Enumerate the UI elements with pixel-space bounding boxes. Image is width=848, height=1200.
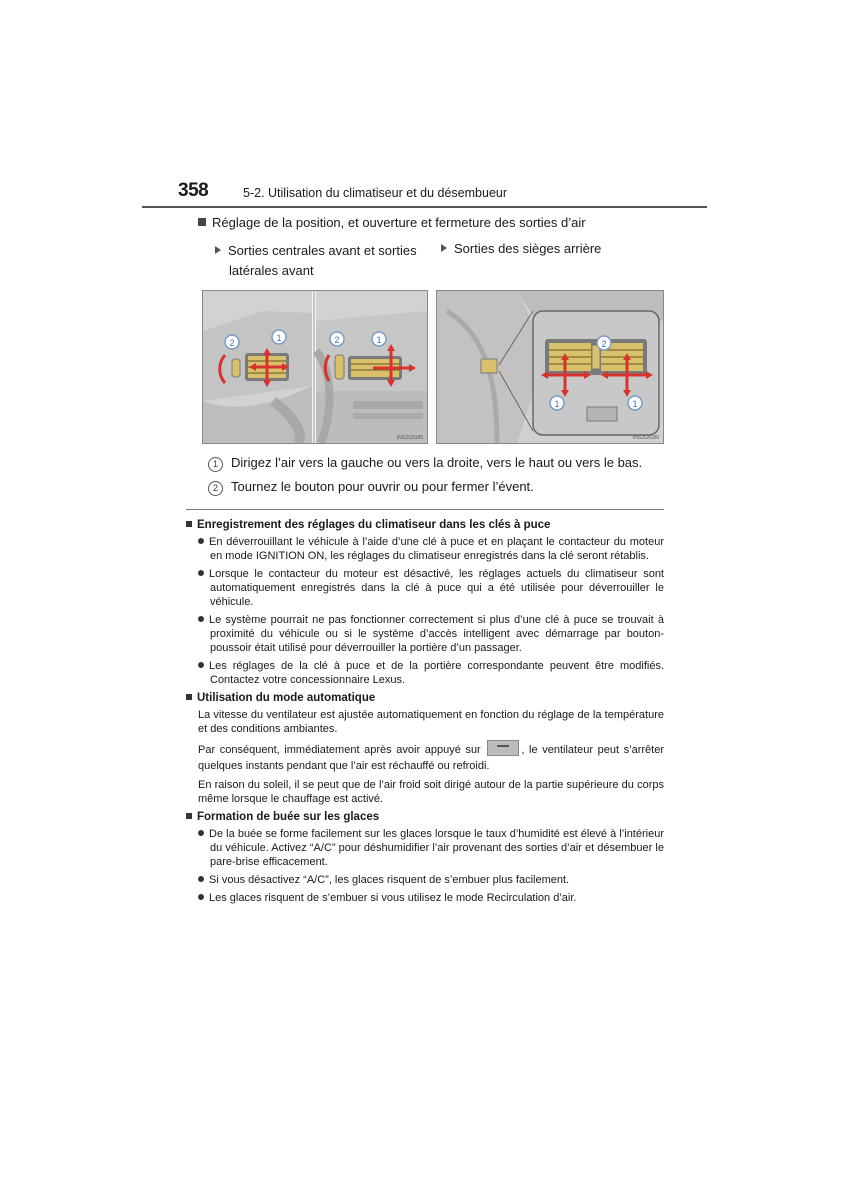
note-block-smart-key — [186, 518, 664, 687]
header-divider — [142, 206, 707, 208]
subheading-rear-vents: Sorties des sièges arrière — [441, 241, 601, 256]
legend-item-2: 2 Tournez le bouton pour ouvrir ou pour fermer l’évent. — [208, 479, 534, 496]
square-bullet-icon — [198, 218, 206, 226]
section-divider — [186, 509, 664, 510]
list-item: En déverrouillant le véhicule à l’aide d’une clé à puce et en plaçant le contacteur du moteur en mode IGNITION ON, les réglages du climatiseur enregistrés dans la clé seront rétablis. — [186, 535, 664, 563]
list-item: De la buée se forme facilement sur les glaces lorsque le taux d’humidité est élevé à l’intérieur du véhicule. Activez “A/C” pour déshumidifier l’air provenant des sorties d’air et désembuer le pare-brise efficacement. — [186, 827, 664, 869]
rear-vents-illustration — [436, 290, 664, 444]
square-bullet-icon — [186, 813, 192, 819]
dot-bullet-icon — [198, 538, 204, 544]
dot-bullet-icon — [198, 830, 204, 836]
list-item: Les réglages de la clé à puce et de la portière correspondante peuvent être modifiés. Contactez votre concessionnaire Lexus. — [186, 659, 664, 687]
svg-text:2: 2 — [601, 339, 607, 349]
auto-button-icon — [487, 740, 519, 756]
svg-text:1: 1 — [632, 399, 638, 409]
paragraph: En raison du soleil, il se peut que de l’air froid soit dirigé autour de la partie supérieure du corps même lorsque le chauffage est activé. — [198, 779, 664, 805]
callout-number: 2 — [208, 481, 223, 496]
list-item: Les glaces risquent de s’embuer si vous utilisez le mode Recirculation d’air. — [186, 891, 664, 905]
dot-bullet-icon — [198, 662, 204, 668]
dot-bullet-icon — [198, 876, 204, 882]
dot-bullet-icon — [198, 570, 204, 576]
paragraph: La vitesse du ventilateur est ajustée automatiquement en fonction du réglage de la température et des conditions ambiantes. — [198, 709, 664, 735]
subheading-front-vents: Sorties centrales avant et sorties latérales avant — [215, 241, 430, 281]
svg-text:2: 2 — [334, 335, 340, 345]
note-heading: Enregistrement des réglages du climatiseur dans les clés à puce — [197, 519, 551, 531]
square-bullet-icon — [186, 521, 192, 527]
triangle-bullet-icon — [441, 244, 447, 252]
list-item: Le système pourrait ne pas fonctionner correctement si plus d’une clé à puce se trouvait à proximité du véhicule ou si le système d’accès intelligent avec démarrage par bouton-poussoir était utilisé pour déverrouiller la portière d’un passager. — [186, 613, 664, 655]
note-heading: Formation de buée sur les glaces — [197, 811, 380, 823]
svg-text:2: 2 — [229, 338, 235, 348]
svg-text:1: 1 — [554, 399, 560, 409]
front-vents-illustration — [202, 290, 428, 444]
square-bullet-icon — [186, 694, 192, 700]
list-item: Lorsque le contacteur du moteur est désactivé, les réglages actuels du climatiseur sont automatiquement enregistrés dans la clé à puce qui a été utilisée pour déverrouiller le véhicule. — [186, 567, 664, 609]
note-block-auto-mode — [186, 691, 664, 806]
legend-item-1: 1 Dirigez l’air vers la gauche ou vers la droite, vers le haut ou vers le bas. — [208, 455, 642, 472]
dot-bullet-icon — [198, 894, 204, 900]
triangle-bullet-icon — [215, 246, 221, 254]
svg-text:1: 1 — [276, 333, 282, 343]
svg-text:1: 1 — [376, 335, 382, 345]
figure-code: INS2G5186 — [632, 435, 659, 441]
list-item: Si vous désactivez “A/C”, les glaces risquent de s’embuer plus facilement. — [186, 873, 664, 887]
dot-bullet-icon — [198, 616, 204, 622]
page-number: 358 — [178, 180, 209, 201]
figure-code: INS2G5186 — [396, 435, 423, 441]
section-title: Réglage de la position, et ouverture et fermeture des sorties d’air — [198, 215, 586, 230]
note-block-fogging — [186, 810, 664, 905]
chapter-title: 5-2. Utilisation du climatiseur et du désembueur — [243, 186, 508, 200]
callout-number: 1 — [208, 457, 223, 472]
paragraph: Par conséquent, immédiatement après avoir appuyé sur , le ventilateur peut s’arrêter quelques instants pendant que l’air est réchauffé ou refroidi. — [186, 740, 664, 774]
notes-column — [186, 518, 664, 909]
note-heading: Utilisation du mode automatique — [197, 692, 376, 704]
